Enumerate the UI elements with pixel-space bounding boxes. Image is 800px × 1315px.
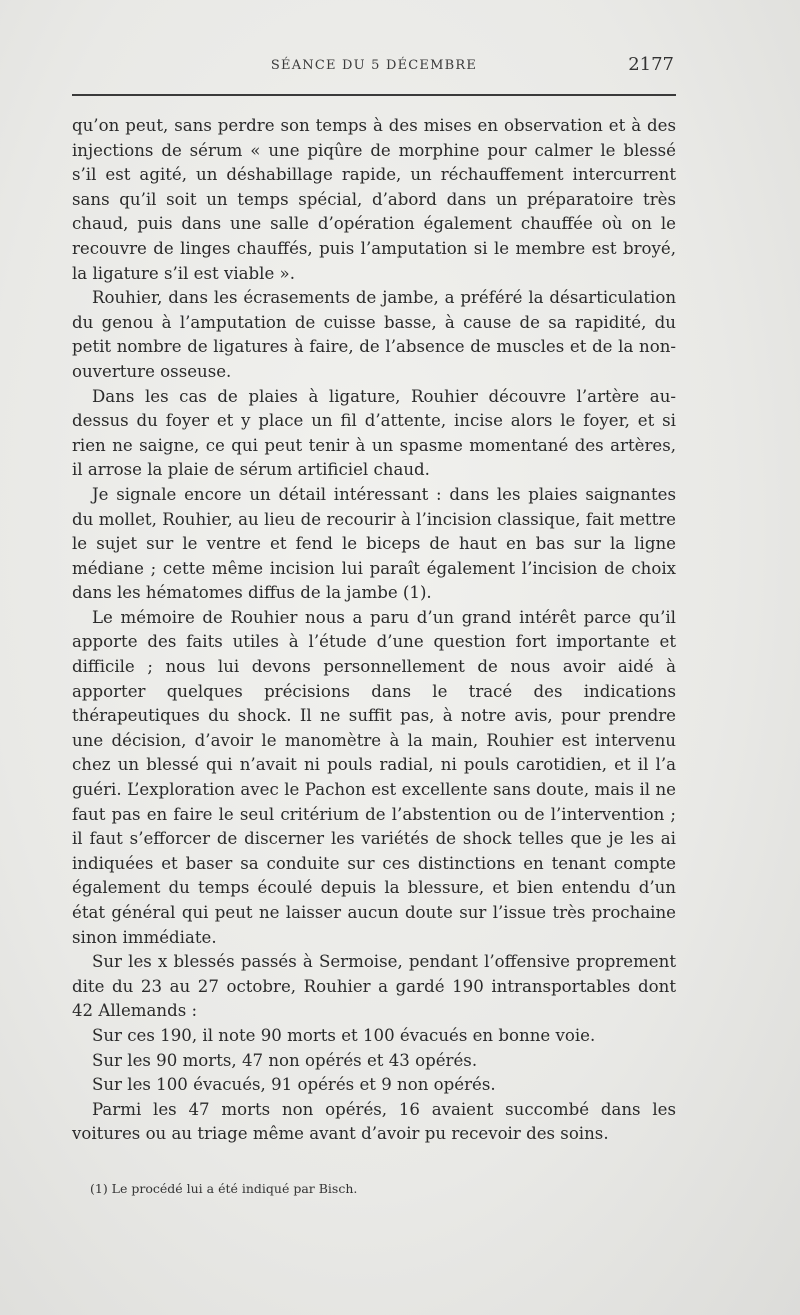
running-title: SÉANCE DU 5 DÉCEMBRE	[270, 58, 478, 73]
paragraph: Parmi les 47 morts non opérés, 16 avaient succombé dans les voitures ou au triage même avant d’avoir pu recevoir des soins.	[72, 1099, 676, 1144]
page-header	[72, 54, 676, 80]
paragraph: Rouhier, dans les écrasements de jambe, a préféré la désarticulation du genou à l’amputation de cuisse basse, à cause de sa rapidité, du petit nombre de ligatures à faire, de l’absence de muscles et de la non-ouverture osseuse.	[72, 288, 676, 381]
body-text	[72, 114, 676, 1147]
paragraph: Sur les 100 évacués, 91 opérés et 9 non opérés.	[92, 1075, 496, 1095]
paragraph: Le mémoire de Rouhier nous a paru d’un grand intérêt parce qu’il apporte des faits utiles à l’étude d’une question fort importante et difficile ; nous lui devons personnellement de nous avoir aidé à apporter quelques précisions dans le tracé des indications thérapeutiques du shock. Il ne suffit pas, à notre avis, pour prendre une décision, d’avoir le manomètre à la main, Rouhier est intervenu chez un blessé qui n’avait ni pouls radial, ni pouls carotidien, et il l’a guéri. L’exploration avec le Pachon est excellente sans doute, mais il ne faut pas en faire le seul critérium de l’abstention ou de l’intervention ; il faut s’efforcer de discerner les variétés de shock telles que je les ai indiquées et baser sa conduite sur ces distinctions en tenant compte également du temps écoulé depuis la blessure, et bien entendu d’un état général qui peut ne laisser aucun doute sur l’issue très prochaine sinon immédiate.	[72, 607, 676, 947]
page-number: 2177	[628, 54, 674, 75]
footnote: (1) Le procédé lui a été indiqué par Bisch.	[90, 1181, 358, 1196]
paragraph: Sur les x blessés passés à Sermoise, pendant l’offensive proprement dite du 23 au 27 octobre, Rouhier a gardé 190 intransportables dont 42 Allemands :	[72, 952, 676, 1021]
paragraph: Sur les 90 morts, 47 non opérés et 43 opérés.	[92, 1050, 478, 1070]
paragraph: Dans les cas de plaies à ligature, Rouhier découvre l’artère au-dessus du foyer et y place un fil d’attente, incise alors le foyer, et si rien ne saigne, ce qui peut tenir à un spasme momentané des artères, il arrose la plaie de sérum artificiel chaud.	[72, 386, 676, 480]
header-rule	[72, 94, 676, 96]
paragraph: Je signale encore un détail intéressant : dans les plaies saignantes du mollet, Rouhier, au lieu de recourir à l’incision classique, fait mettre le sujet sur le ventre et fend le biceps de haut en bas sur la ligne médiane ; cette même incision lui paraît également l’incision de choix dans les hématomes diffus de la jambe (1).	[72, 484, 676, 603]
paragraph-continued: qu’on peut, sans perdre son temps à des mises en observation et à des injections de sérum « une piqûre de morphine pour calmer le blessé s’il est agité, un déshabillage rapide, un réchauffement intercurrent sans qu’il soit un temps spécial, d’abord dans un préparatoire très chaud, puis dans une salle d’opération également chauffée où on le recouvre de linges chauffés, puis l’amputation si le membre est broyé, la ligature s’il est viable ».	[72, 116, 676, 283]
paragraph: Sur ces 190, il note 90 morts et 100 évacués en bonne voie.	[92, 1025, 596, 1045]
